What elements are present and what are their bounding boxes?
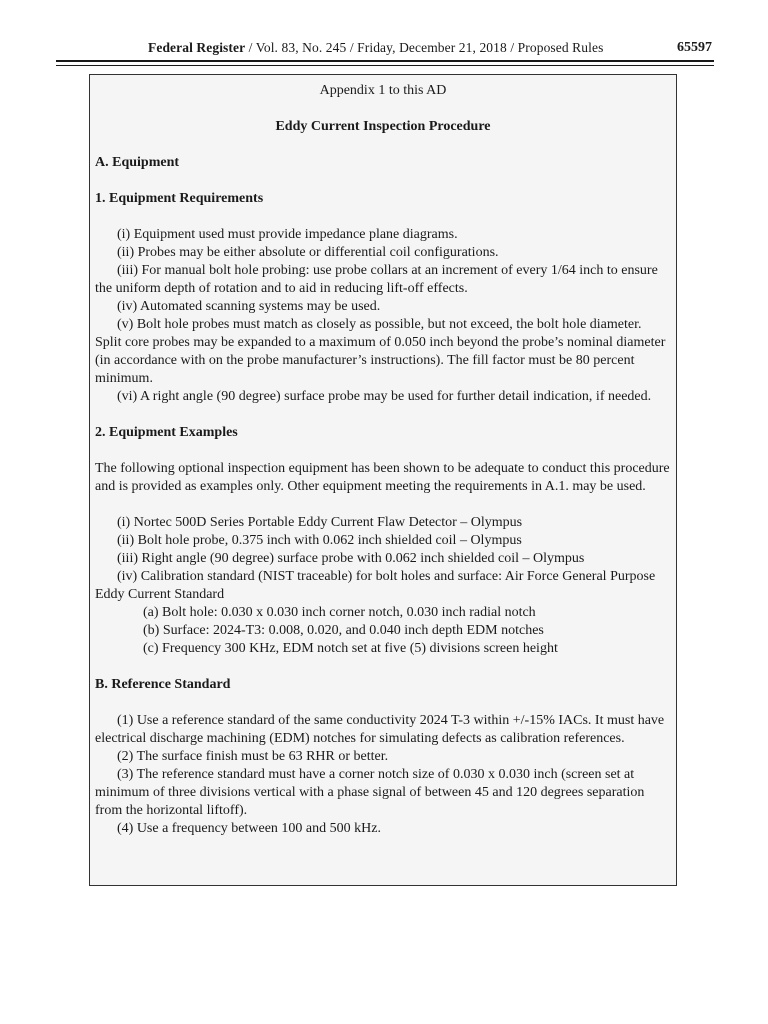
examples-intro: The following optional inspection equipment has been shown to be adequate to conduct this procedure and is provided as examples only. Other equipment meeting the requirements in A.1. may be used.: [95, 461, 670, 494]
sub-example-item: (b) Surface: 2024-T3: 0.008, 0.020, and 0.040 inch depth EDM notches: [143, 623, 544, 638]
requirement-item: (iv) Automated scanning systems may be used.: [117, 299, 381, 314]
sub-example-item: (c) Frequency 300 KHz, EDM notch set at five (5) divisions screen height: [143, 641, 558, 656]
page-header: [0, 40, 768, 60]
appendix-subtitle: Eddy Current Inspection Procedure: [275, 119, 491, 134]
example-item: (ii) Bolt hole probe, 0.375 inch with 0.062 inch shielded coil – Olympus: [117, 533, 522, 548]
sub-example-item: (a) Bolt hole: 0.030 x 0.030 inch corner notch, 0.030 inch radial notch: [143, 605, 536, 620]
requirement-item: (iii) For manual bolt hole probing: use probe collars at an increment of every 1/64 inch to ensure the uniform depth of rotation and to aid in reducing lift-off effects.: [95, 263, 658, 296]
equipment-examples-heading: 2. Equipment Examples: [95, 425, 238, 440]
spacer: [95, 496, 671, 514]
requirement-item: (i) Equipment used must provide impedance plane diagrams.: [117, 227, 458, 242]
example-item: (i) Nortec 500D Series Portable Eddy Current Flaw Detector – Olympus: [117, 515, 523, 530]
equipment-requirements-heading: 1. Equipment Requirements: [95, 191, 264, 206]
reference-item: (4) Use a frequency between 100 and 500 kHz.: [117, 821, 381, 836]
reference-item: (2) The surface finish must be 63 RHR or better.: [117, 749, 389, 764]
page-number: 65597: [677, 40, 712, 55]
journal-name: Federal Register: [148, 40, 246, 55]
example-item: (iii) Right angle (90 degree) surface probe with 0.062 inch shielded coil – Olympus: [117, 551, 585, 566]
requirement-item: (vi) A right angle (90 degree) surface probe may be used for further detail indication, if needed.: [117, 389, 652, 404]
reference-item: (3) The reference standard must have a corner notch size of 0.030 x 0.030 inch (screen set at minimum of three divisions vertical with a phase signal of between 45 and 120 degrees separation from the horizontal liftoff).: [95, 767, 645, 818]
requirement-item: (v) Bolt hole probes must match as closely as possible, but not exceed, the bolt hole diameter. Split core probes may be expanded to a maximum of 0.050 inch beyond the probe’s nominal diameter (in accordance with on the probe manufacturer’s instructions). The fill factor must be 80 percent minimum.: [95, 317, 666, 386]
issue-details: / Vol. 83, No. 245 / Friday, December 21, 2018 / Proposed Rules: [245, 40, 604, 55]
appendix-title: Appendix 1 to this AD: [319, 83, 447, 98]
section-b-heading: B. Reference Standard: [95, 677, 231, 692]
appendix-box: [89, 74, 677, 886]
example-item: (iv) Calibration standard (NIST traceable) for bolt holes and surface: Air Force General Purpose Eddy Current Standard: [95, 569, 656, 602]
spacer: [95, 208, 671, 226]
header-rule-thick: [56, 60, 714, 62]
requirement-item: (ii) Probes may be either absolute or differential coil configurations.: [117, 245, 499, 260]
spacer: [95, 694, 671, 712]
spacer: [95, 442, 671, 460]
section-a-heading: A. Equipment: [95, 155, 180, 170]
header-rule-thin: [56, 65, 714, 66]
running-head: [148, 40, 603, 56]
reference-item: (1) Use a reference standard of the same conductivity 2024 T-3 within +/-15% IACs. It must have electrical discharge machining (EDM) notches for simulating defects as calibration references.: [95, 713, 665, 746]
